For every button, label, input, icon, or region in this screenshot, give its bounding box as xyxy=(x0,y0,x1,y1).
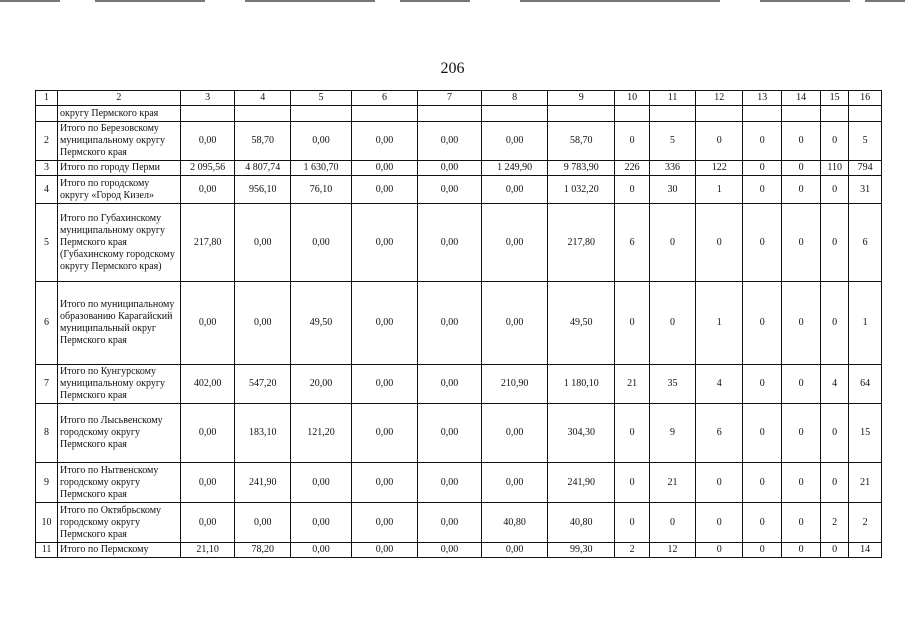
value-cell: 0,00 xyxy=(180,463,235,503)
value-cell: 0 xyxy=(821,122,849,161)
row-number-cell: 4 xyxy=(36,176,58,204)
value-cell: 78,20 xyxy=(235,543,291,558)
municipality-name-cell: Итого по Губахинскому муниципальному округу Пермского края (Губахинскому городскому округу Пермского края) xyxy=(58,204,181,282)
value-cell: 226 xyxy=(615,161,650,176)
data-table xyxy=(35,90,882,558)
value-cell: 0 xyxy=(696,543,743,558)
column-number-cell: 11 xyxy=(649,91,695,106)
value-cell: 4 xyxy=(696,365,743,404)
value-cell: 0,00 xyxy=(351,204,417,282)
value-cell: 0,00 xyxy=(291,204,352,282)
value-cell: 6 xyxy=(615,204,650,282)
value-cell: 0 xyxy=(649,503,695,543)
row-number-cell: 2 xyxy=(36,122,58,161)
value-cell: 1 xyxy=(696,176,743,204)
column-number-cell: 7 xyxy=(418,91,482,106)
row-number-cell: 6 xyxy=(36,282,58,365)
value-cell: 6 xyxy=(696,404,743,463)
value-cell: 0,00 xyxy=(482,122,548,161)
value-cell: 21 xyxy=(849,463,882,503)
value-cell: 0 xyxy=(782,463,821,503)
value-cell: 0,00 xyxy=(351,282,417,365)
value-cell: 0,00 xyxy=(418,161,482,176)
row-number-cell: 10 xyxy=(36,503,58,543)
value-cell: 0,00 xyxy=(418,463,482,503)
municipality-name-cell: Итого по городу Перми xyxy=(58,161,181,176)
value-cell: 2 xyxy=(821,503,849,543)
value-cell xyxy=(351,106,417,122)
table-row xyxy=(36,463,882,503)
value-cell: 0,00 xyxy=(235,204,291,282)
table-row xyxy=(36,122,882,161)
value-cell: 0 xyxy=(743,161,782,176)
municipality-name-cell: округу Пермского края xyxy=(58,106,181,122)
value-cell: 0,00 xyxy=(180,122,235,161)
value-cell: 0 xyxy=(743,282,782,365)
value-cell: 0 xyxy=(615,176,650,204)
value-cell: 0 xyxy=(821,204,849,282)
value-cell: 0 xyxy=(782,365,821,404)
value-cell: 14 xyxy=(849,543,882,558)
value-cell: 183,10 xyxy=(235,404,291,463)
value-cell: 58,70 xyxy=(235,122,291,161)
value-cell: 0 xyxy=(782,122,821,161)
value-cell: 0 xyxy=(615,282,650,365)
value-cell: 5 xyxy=(649,122,695,161)
value-cell: 0,00 xyxy=(180,176,235,204)
value-cell: 0 xyxy=(743,404,782,463)
value-cell: 0,00 xyxy=(482,282,548,365)
value-cell: 0 xyxy=(743,503,782,543)
value-cell: 217,80 xyxy=(548,204,615,282)
value-cell: 0 xyxy=(782,404,821,463)
row-number-cell: 5 xyxy=(36,204,58,282)
value-cell: 21,10 xyxy=(180,543,235,558)
page-number: 206 xyxy=(440,60,465,77)
value-cell xyxy=(821,106,849,122)
value-cell: 0 xyxy=(743,543,782,558)
value-cell: 5 xyxy=(849,122,882,161)
column-number-cell: 3 xyxy=(180,91,235,106)
municipality-name-cell: Итого по Кунгурскому муниципальному округу Пермского края xyxy=(58,365,181,404)
value-cell: 1 xyxy=(849,282,882,365)
value-cell: 0,00 xyxy=(235,503,291,543)
value-cell: 0,00 xyxy=(235,282,291,365)
value-cell: 0 xyxy=(649,204,695,282)
value-cell: 0 xyxy=(743,463,782,503)
value-cell: 0 xyxy=(615,122,650,161)
value-cell: 49,50 xyxy=(548,282,615,365)
value-cell: 122 xyxy=(696,161,743,176)
row-number-cell: 3 xyxy=(36,161,58,176)
value-cell xyxy=(180,106,235,122)
scan-top-edge xyxy=(0,0,905,3)
value-cell: 0 xyxy=(649,282,695,365)
value-cell: 0 xyxy=(821,543,849,558)
column-number-cell: 16 xyxy=(849,91,882,106)
value-cell xyxy=(291,106,352,122)
value-cell: 4 xyxy=(821,365,849,404)
row-number-cell: 7 xyxy=(36,365,58,404)
value-cell: 0 xyxy=(615,463,650,503)
value-cell: 241,90 xyxy=(235,463,291,503)
value-cell: 0,00 xyxy=(351,365,417,404)
value-cell: 217,80 xyxy=(180,204,235,282)
value-cell: 0 xyxy=(743,365,782,404)
value-cell xyxy=(782,106,821,122)
value-cell: 0 xyxy=(743,176,782,204)
value-cell: 0,00 xyxy=(418,404,482,463)
value-cell: 0 xyxy=(782,204,821,282)
value-cell: 0,00 xyxy=(482,404,548,463)
value-cell: 0 xyxy=(743,122,782,161)
column-number-cell: 2 xyxy=(58,91,181,106)
column-number-cell: 10 xyxy=(615,91,650,106)
value-cell: 0 xyxy=(782,282,821,365)
value-cell: 0,00 xyxy=(351,161,417,176)
value-cell: 0 xyxy=(696,463,743,503)
value-cell: 0,00 xyxy=(351,122,417,161)
value-cell: 2 xyxy=(615,543,650,558)
table-row xyxy=(36,503,882,543)
value-cell: 0,00 xyxy=(418,543,482,558)
value-cell: 210,90 xyxy=(482,365,548,404)
value-cell: 40,80 xyxy=(482,503,548,543)
municipality-name-cell: Итого по Нытвенскому городскому округу Пермского края xyxy=(58,463,181,503)
value-cell xyxy=(649,106,695,122)
value-cell xyxy=(418,106,482,122)
column-number-cell: 4 xyxy=(235,91,291,106)
value-cell: 0 xyxy=(782,161,821,176)
value-cell: 0 xyxy=(743,204,782,282)
value-cell xyxy=(696,106,743,122)
table-row xyxy=(36,365,882,404)
value-cell: 21 xyxy=(649,463,695,503)
value-cell: 76,10 xyxy=(291,176,352,204)
column-number-cell: 8 xyxy=(482,91,548,106)
value-cell: 0,00 xyxy=(180,503,235,543)
value-cell: 0 xyxy=(821,282,849,365)
value-cell xyxy=(235,106,291,122)
column-number-row xyxy=(36,91,882,106)
value-cell xyxy=(615,106,650,122)
value-cell: 2 xyxy=(849,503,882,543)
municipality-name-cell: Итого по Лысьвенскому городскому округу Пермского края xyxy=(58,404,181,463)
value-cell: 40,80 xyxy=(548,503,615,543)
municipality-name-cell: Итого по Октябрьскому городскому округу Пермского края xyxy=(58,503,181,543)
value-cell: 0,00 xyxy=(418,282,482,365)
value-cell: 0,00 xyxy=(291,543,352,558)
table-row xyxy=(36,204,882,282)
value-cell: 402,00 xyxy=(180,365,235,404)
value-cell: 20,00 xyxy=(291,365,352,404)
value-cell: 0,00 xyxy=(482,463,548,503)
table-row xyxy=(36,106,882,122)
table-row xyxy=(36,161,882,176)
value-cell: 99,30 xyxy=(548,543,615,558)
value-cell xyxy=(849,106,882,122)
row-number-cell: 11 xyxy=(36,543,58,558)
value-cell: 1 xyxy=(696,282,743,365)
value-cell: 956,10 xyxy=(235,176,291,204)
table-row xyxy=(36,404,882,463)
value-cell: 0 xyxy=(782,503,821,543)
value-cell: 31 xyxy=(849,176,882,204)
value-cell xyxy=(482,106,548,122)
value-cell: 0,00 xyxy=(180,282,235,365)
value-cell: 1 249,90 xyxy=(482,161,548,176)
value-cell: 0,00 xyxy=(482,176,548,204)
value-cell: 0 xyxy=(821,176,849,204)
municipality-name-cell: Итого по Пермскому xyxy=(58,543,181,558)
value-cell: 0 xyxy=(615,404,650,463)
value-cell: 0 xyxy=(696,503,743,543)
row-number-cell xyxy=(36,106,58,122)
value-cell: 0,00 xyxy=(482,204,548,282)
value-cell xyxy=(743,106,782,122)
value-cell xyxy=(548,106,615,122)
value-cell: 9 783,90 xyxy=(548,161,615,176)
value-cell: 110 xyxy=(821,161,849,176)
value-cell: 4 807,74 xyxy=(235,161,291,176)
value-cell: 0,00 xyxy=(418,204,482,282)
value-cell: 0,00 xyxy=(291,463,352,503)
value-cell: 0,00 xyxy=(418,176,482,204)
column-number-cell: 5 xyxy=(291,91,352,106)
value-cell: 547,20 xyxy=(235,365,291,404)
value-cell: 0,00 xyxy=(351,503,417,543)
value-cell: 2 095,56 xyxy=(180,161,235,176)
municipality-name-cell: Итого по муниципальному образованию Карагайский муниципальный округ Пермского края xyxy=(58,282,181,365)
value-cell: 0,00 xyxy=(351,543,417,558)
value-cell: 241,90 xyxy=(548,463,615,503)
table-row xyxy=(36,282,882,365)
value-cell: 15 xyxy=(849,404,882,463)
municipality-name-cell: Итого по городскому округу «Город Кизел» xyxy=(58,176,181,204)
value-cell: 336 xyxy=(649,161,695,176)
value-cell: 0,00 xyxy=(418,365,482,404)
value-cell: 0,00 xyxy=(351,463,417,503)
value-cell: 0 xyxy=(821,463,849,503)
column-number-cell: 6 xyxy=(351,91,417,106)
value-cell: 35 xyxy=(649,365,695,404)
value-cell: 0,00 xyxy=(291,122,352,161)
value-cell: 1 630,70 xyxy=(291,161,352,176)
value-cell: 30 xyxy=(649,176,695,204)
column-number-cell: 1 xyxy=(36,91,58,106)
value-cell: 9 xyxy=(649,404,695,463)
value-cell: 0,00 xyxy=(180,404,235,463)
value-cell: 0,00 xyxy=(418,122,482,161)
value-cell: 49,50 xyxy=(291,282,352,365)
value-cell: 0,00 xyxy=(418,503,482,543)
value-cell: 0 xyxy=(696,204,743,282)
column-number-cell: 14 xyxy=(782,91,821,106)
value-cell: 0 xyxy=(782,176,821,204)
value-cell: 121,20 xyxy=(291,404,352,463)
value-cell: 0,00 xyxy=(482,543,548,558)
value-cell: 0,00 xyxy=(351,404,417,463)
value-cell: 0,00 xyxy=(291,503,352,543)
value-cell: 64 xyxy=(849,365,882,404)
value-cell: 0 xyxy=(821,404,849,463)
row-number-cell: 9 xyxy=(36,463,58,503)
column-number-cell: 15 xyxy=(821,91,849,106)
value-cell: 6 xyxy=(849,204,882,282)
value-cell: 0,00 xyxy=(351,176,417,204)
column-number-cell: 13 xyxy=(743,91,782,106)
value-cell: 12 xyxy=(649,543,695,558)
value-cell: 0 xyxy=(615,503,650,543)
value-cell: 21 xyxy=(615,365,650,404)
municipality-name-cell: Итого по Березовскому муниципальному округу Пермского края xyxy=(58,122,181,161)
value-cell: 794 xyxy=(849,161,882,176)
column-number-cell: 9 xyxy=(548,91,615,106)
table-row xyxy=(36,543,882,558)
row-number-cell: 8 xyxy=(36,404,58,463)
value-cell: 1 032,20 xyxy=(548,176,615,204)
column-number-cell: 12 xyxy=(696,91,743,106)
value-cell: 1 180,10 xyxy=(548,365,615,404)
value-cell: 304,30 xyxy=(548,404,615,463)
value-cell: 0 xyxy=(782,543,821,558)
value-cell: 0 xyxy=(696,122,743,161)
table-row xyxy=(36,176,882,204)
value-cell: 58,70 xyxy=(548,122,615,161)
